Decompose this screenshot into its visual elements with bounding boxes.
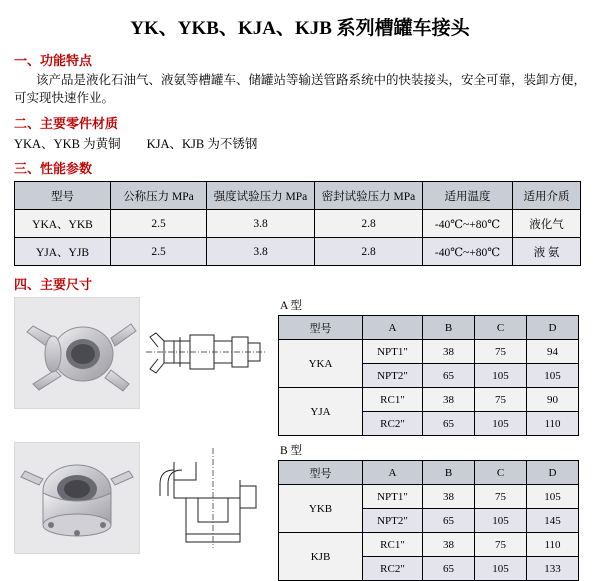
section-heading-material: 二、主要零件材质 [14,116,119,132]
coupling-drawing-a [144,297,268,407]
cell: 105 [527,364,579,388]
col-header: A [363,461,423,485]
col-header: B [423,461,475,485]
table-row [279,533,579,557]
table-header-row [279,461,579,485]
section-heading-features: 一、功能特点 [14,53,93,68]
cell: 105 [475,364,527,388]
dimension-table-a [278,315,579,436]
table-row [279,388,579,412]
model-cell: YJA [279,388,363,436]
model-cell: KJB [279,533,363,581]
cell: NPT2" [363,364,423,388]
table-label-b: B 型 [280,445,303,458]
cell: 133 [527,557,579,581]
cell: YJA、YJB [15,238,111,266]
cell: 38 [423,533,475,557]
col-header: D [527,316,579,340]
table-label-a: A 型 [280,300,303,313]
material-body [14,134,600,152]
cell: 65 [423,412,475,436]
col-header: 强度试验压力 MPa [207,182,315,210]
cell: 75 [475,533,527,557]
cell: 105 [475,412,527,436]
table-header-row [279,316,579,340]
cell: -40℃~+80℃ [423,238,513,266]
cell: 2.5 [111,238,207,266]
model-cell: YKA [279,340,363,388]
table-row [15,238,581,266]
col-header: C [475,461,527,485]
cell: 110 [527,533,579,557]
cell: NPT2" [363,509,423,533]
dimension-row-b [14,442,586,581]
cell: 液化气 [513,210,581,238]
dimension-row-a [14,297,586,436]
cell: RC1" [363,388,423,412]
cell: 90 [527,388,579,412]
cell: 65 [423,557,475,581]
cell: 75 [475,340,527,364]
cell: 38 [423,485,475,509]
table-row [15,210,581,238]
col-header: D [527,461,579,485]
cell: 145 [527,509,579,533]
material-right: KJA、KJB 为不锈钢 [146,137,258,152]
cell: NPT1" [363,340,423,364]
cell: 94 [527,340,579,364]
features-body [14,71,586,107]
dimension-table-a-wrap [278,297,586,436]
cell: 110 [527,412,579,436]
col-header: 型号 [15,182,111,210]
col-header: 型号 [279,316,363,340]
dimension-table-b [278,460,579,581]
col-header: 适用温度 [423,182,513,210]
dimension-table-b-wrap [278,442,586,581]
page-title: YK、YKB、KJA、KJB 系列槽罐车接头 [130,18,470,39]
col-header: B [423,316,475,340]
cell: 3.8 [207,210,315,238]
cell: -40℃~+80℃ [423,210,513,238]
cell: 75 [475,485,527,509]
cell: 105 [527,485,579,509]
material-left: YKA、YKB 为黄铜 [14,137,121,152]
coupling-photo-a [14,297,140,409]
cell: RC2" [363,557,423,581]
section-heading-dimensions: 四、主要尺寸 [14,277,93,293]
col-header: 适用介质 [513,182,581,210]
table-header-row [15,182,581,210]
cell: NPT1" [363,485,423,509]
cell: 3.8 [207,238,315,266]
coupling-photo-b [14,442,140,554]
cell: 2.8 [315,238,423,266]
cell: 液 氨 [513,238,581,266]
cell: 65 [423,364,475,388]
performance-table [14,181,581,266]
features-text: 该产品是液化石油气、液氨等槽罐车、储罐站等输送管路系统中的快装接头，安全可靠，装卸方便，可实现快速作业。 [14,73,587,106]
coupling-drawing-b [144,442,268,552]
cell: YKA、YKB [15,210,111,238]
cell: 75 [475,388,527,412]
cell: 2.8 [315,210,423,238]
cell: 105 [475,557,527,581]
cell: 65 [423,509,475,533]
col-header: 密封试验压力 MPa [315,182,423,210]
col-header: 公称压力 MPa [111,182,207,210]
cell: RC2" [363,412,423,436]
table-row [279,485,579,509]
col-header: 型号 [279,461,363,485]
model-cell: YKB [279,485,363,533]
col-header: A [363,316,423,340]
cell: 38 [423,388,475,412]
col-header: C [475,316,527,340]
cell: 105 [475,509,527,533]
cell: 2.5 [111,210,207,238]
cell: RC1" [363,533,423,557]
dimensions-region [14,297,586,581]
cell: 38 [423,340,475,364]
section-heading-performance: 三、性能参数 [14,161,93,177]
table-row [279,340,579,364]
